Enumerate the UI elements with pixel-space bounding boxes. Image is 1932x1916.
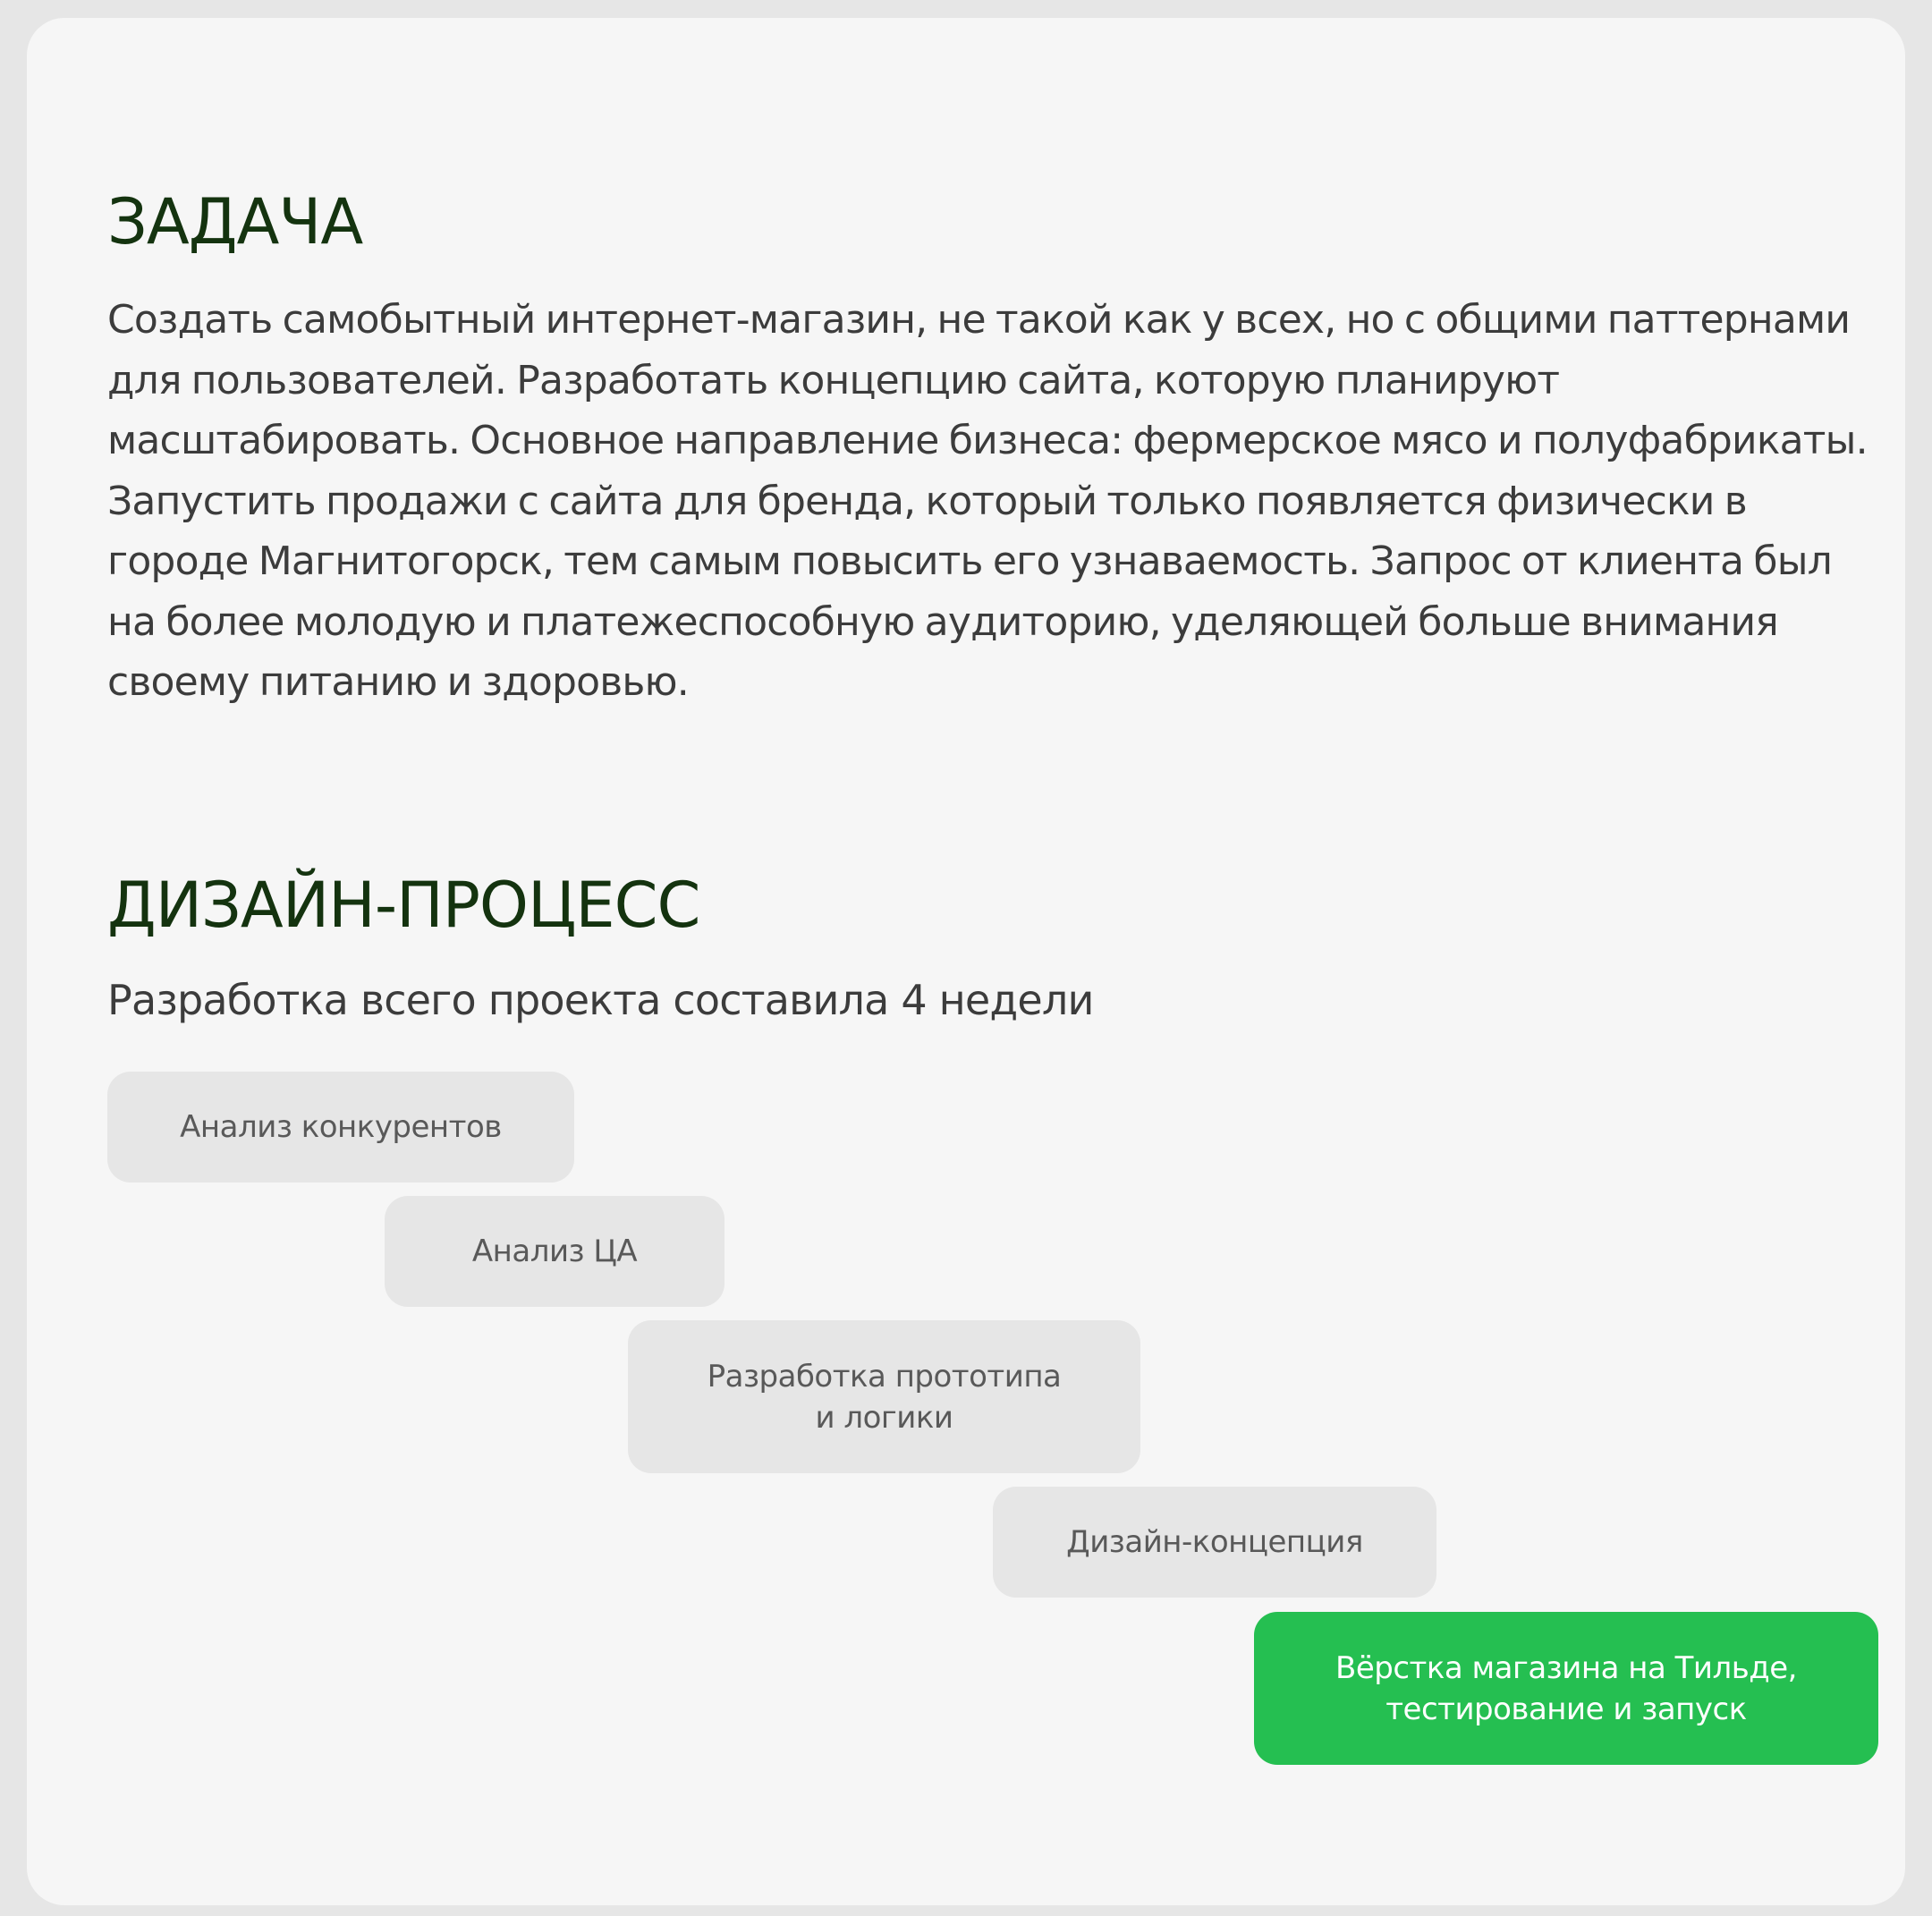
content-card bbox=[27, 18, 1905, 1905]
task-heading: ЗАДАЧА bbox=[107, 185, 363, 259]
process-step-competitor-analysis bbox=[107, 1072, 574, 1183]
process-step-launch bbox=[1254, 1612, 1878, 1765]
process-step-prototype bbox=[628, 1320, 1140, 1473]
process-step-label: Дизайн-концепция bbox=[1066, 1524, 1363, 1560]
design-process-subtitle: Разработка всего проекта составила 4 недели bbox=[107, 976, 1094, 1024]
task-description: Создать самобытный интернет-магазин, не такой как у всех, но с общими паттернами для пользователей. Разработать концепцию сайта, которую планируют масштабировать. Основное направление бизнеса: фермерское мясо и полуфабрикаты. Запустить продажи с сайта для бренда, который только появляется физически в городе Магнитогорск, тем самым повысить его узнаваемость. Запрос от клиента был на более молодую и платежеспособную аудиторию, уделяющей больше внимания своему питанию и здоровью. bbox=[107, 297, 1868, 705]
design-process-heading: ДИЗАЙН-ПРОЦЕСС bbox=[107, 869, 700, 942]
process-step-label: Разработка прототипа и логики bbox=[707, 1358, 1062, 1436]
process-step-design-concept bbox=[993, 1487, 1436, 1598]
process-step-audience-analysis bbox=[385, 1196, 724, 1307]
process-step-label: Вёрстка магазина на Тильде, тестирование и запуск bbox=[1335, 1649, 1797, 1727]
process-step-label: Анализ ЦА bbox=[471, 1234, 638, 1269]
process-step-label: Анализ конкурентов bbox=[180, 1109, 502, 1145]
